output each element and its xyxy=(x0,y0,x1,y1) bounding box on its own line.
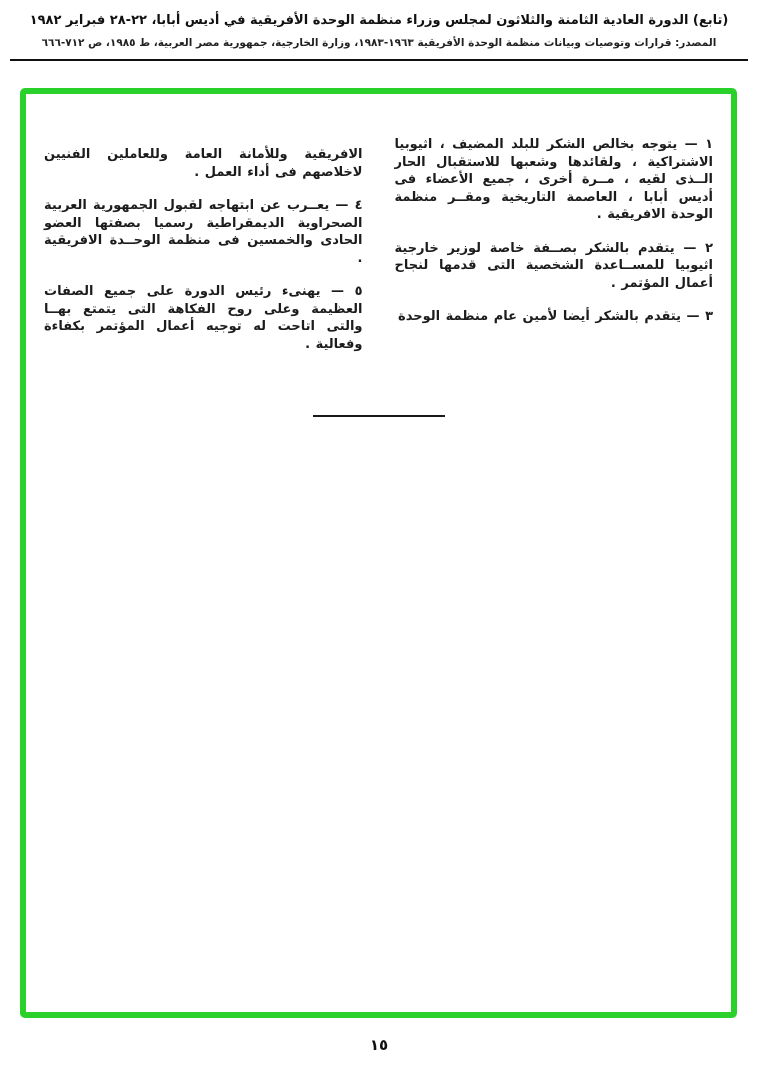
document-title: (تابع) الدورة العادية الثامنة والثلاثون لمجلس وزراء منظمة الوحدة الأفريقية في أديس أبابا، ٢٢-٢٨ فبراير ١٩٨٢ xyxy=(29,13,729,28)
paragraph-5: ٥ — يهنىء رئيس الدورة على جميع الصفات العظيمة وعلى روح الفكاهة التى يتمتع بهــا والتى اتاحت له توجيه أعمال المؤتمر بكفاءة وفعالية . xyxy=(44,284,363,352)
paragraph-4: ٤ — يعــرب عن ابتهاجه لقبول الجمهورية العربية الصحراوية الديمقراطية رسميا بصفتها العضو الحادى والخمسين فى منظمة الوحــدة الافريقية . xyxy=(44,198,363,266)
scanned-document-frame xyxy=(20,88,737,1018)
page-number: ١٥ xyxy=(369,1036,389,1054)
paragraph-3: ٣ — يتقدم بالشكر أيضا لأمين عام منظمة الوحدة xyxy=(398,309,713,325)
document-source-line: المصدر: قرارات وتوصيات وبيانات منظمة الوحدة الأفريقية ١٩٦٣-١٩٨٣، وزارة الخارجية، جمهورية مصر العربية، ط ١٩٨٥، ص ٧١٢-٦٦٦ xyxy=(41,37,717,50)
paragraph-3-continued: الافريقية وللأمانة العامة وللعاملين الفنيين لاخلاصهم فى أداء العمل . xyxy=(44,147,363,180)
paragraph-1: ١ — يتوجه بخالص الشكر للبلد المضيف ، اثيوبيا الاشتراكية ، ولقائدها وشعبها للاستقبال الحار الــذى لقيه ، مــرة أخرى ، جميع الأعضاء فى أديس أبابا ، العاصمة التاريخية ومقــر منظمة الوحدة الافريقية . xyxy=(394,137,713,223)
header-divider-rule xyxy=(10,59,748,61)
document-body xyxy=(26,94,731,417)
paragraph-2: ٢ — يتقدم بالشكر بصــفة خاصة لوزير خارجية اثيوبيا للمســاعدة الشخصية التى قدمها لنجاح أعمال المؤتمر . xyxy=(394,240,713,291)
column-left xyxy=(44,136,363,369)
page-header xyxy=(0,0,758,61)
end-of-text-rule xyxy=(313,415,445,417)
two-column-layout xyxy=(44,136,713,369)
column-right xyxy=(395,136,714,342)
